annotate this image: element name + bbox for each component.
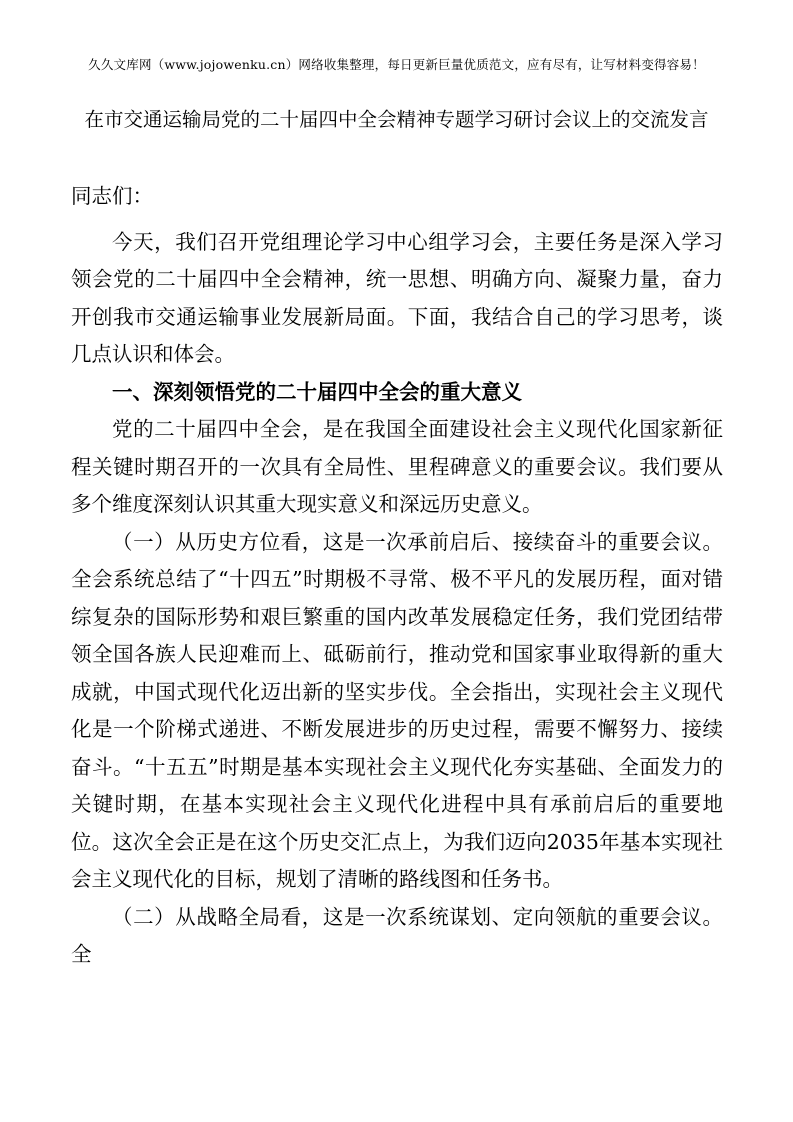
document-body xyxy=(71,178,723,974)
intro-paragraph: 今天，我们召开党组理论学习中心组学习会，主要任务是深入学习领会党的二十届四中全会精神，统一思想、明确方向、凝聚力量，奋力开创我市交通运输事业发展新局面。下面，我结合自己的学习思考，谈几点认识和体会。 xyxy=(71,229,723,366)
point-one-paragraph: （一）从历史方位看，这是一次承前启后、接续奋斗的重要会议。全会系统总结了“十四五”时期极不寻常、极不平凡的发展历程，面对错综复杂的国际形势和艰巨繁重的国内改革发展稳定任务，我们党团结带领全国各族人民迎难而上、砥砺前行，推动党和国家事业取得新的重大成就，中国式现代化迈出新的坚实步伐。全会指出，实现社会主义现代化是一个阶梯式递进、不断发展进步的历史过程，需要不懈努力、接续奋斗。“十五五”时期是基本实现社会主义现代化夯实基础、全面发力的关键时期，在基本实现社会主义现代化进程中具有承前启后的重要地位。这次全会正是在这个历史交汇点上，为我们迈向2035年基本实现社会主义现代化的目标，规划了清晰的路线图和任务书。 xyxy=(71,529,723,891)
header-note: 久久文库网（www.jojowenku.cn）网络收集整理，每日更新巨量优质范文，应有尽有，让写材料变得容易！ xyxy=(88,57,705,72)
point-two-paragraph: （二）从战略全局看，这是一次系统谋划、定向领航的重要会议。全 xyxy=(71,904,723,966)
section-intro-paragraph: 党的二十届四中全会，是在我国全面建设社会主义现代化国家新征程关键时期召开的一次具有全局性、里程碑意义的重要会议。我们要从多个维度深刻认识其重大现实意义和深远历史意义。 xyxy=(71,417,723,516)
section-heading: 一、深刻领悟党的二十届四中全会的重大意义 xyxy=(112,379,522,404)
greeting: 同志们： xyxy=(71,184,153,208)
document-title: 在市交通运输局党的二十届四中全会精神专题学习研讨会议上的交流发言 xyxy=(84,108,709,131)
